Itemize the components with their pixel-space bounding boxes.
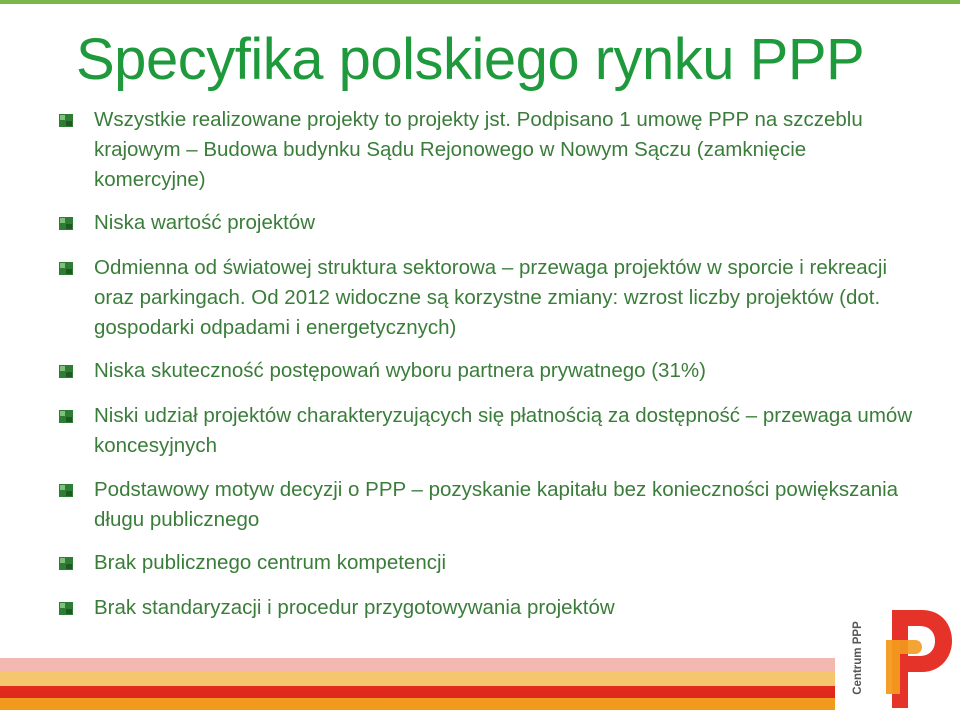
- logo-text-vertical: [840, 610, 866, 706]
- footer-stripe-yellow: [0, 672, 835, 686]
- bullet-text: Niski udział projektów charakteryzujących się płatnością za dostępność – przewaga umów koncesyjnych: [94, 404, 913, 457]
- slide-title: Specyfika polskiego rynku PPP: [76, 27, 865, 92]
- footer-stripe-orange: [0, 698, 835, 710]
- square-bullet-icon: [59, 114, 73, 127]
- square-bullet-icon: [59, 484, 73, 497]
- square-bullet-icon: [59, 602, 73, 615]
- bullet-text: Brak standaryzacji i procedur przygotowywania projektów: [94, 596, 615, 619]
- bullet-text: Odmienna od światowej struktura sektorowa – przewaga projektów w sporcie i rekreacji oraz parkingach. Od 2012 widoczne są korzystne zmiany: wzrost liczby projektów (dot. gospodarki odpadami i energetycznych): [94, 256, 888, 339]
- square-bullet-icon: [59, 410, 73, 423]
- bullet-text: Niska wartość projektów: [94, 211, 316, 234]
- square-bullet-icon: [59, 217, 73, 230]
- square-bullet-icon: [59, 262, 73, 275]
- square-bullet-icon: [59, 557, 73, 570]
- bullet-text: Brak publicznego centrum kompetencji: [94, 551, 447, 574]
- footer-stripe-pink: [0, 658, 835, 672]
- bullet-text: Wszystkie realizowane projekty to projekty jst. Podpisano 1 umowę PPP na szczeblu krajowym – Budowa budynku Sądu Rejonowego w Nowym Sączu (zamknięcie komercyjne): [94, 108, 863, 191]
- logo-label: Centrum PPP: [852, 621, 864, 695]
- square-bullet-icon: [59, 365, 73, 378]
- bullet-text: Niska skuteczność postępowań wyboru partnera prywatnego (31%): [94, 359, 706, 382]
- bullet-text: Podstawowy motyw decyzji o PPP – pozyskanie kapitału bez konieczności powiększania długu publicznego: [94, 478, 899, 531]
